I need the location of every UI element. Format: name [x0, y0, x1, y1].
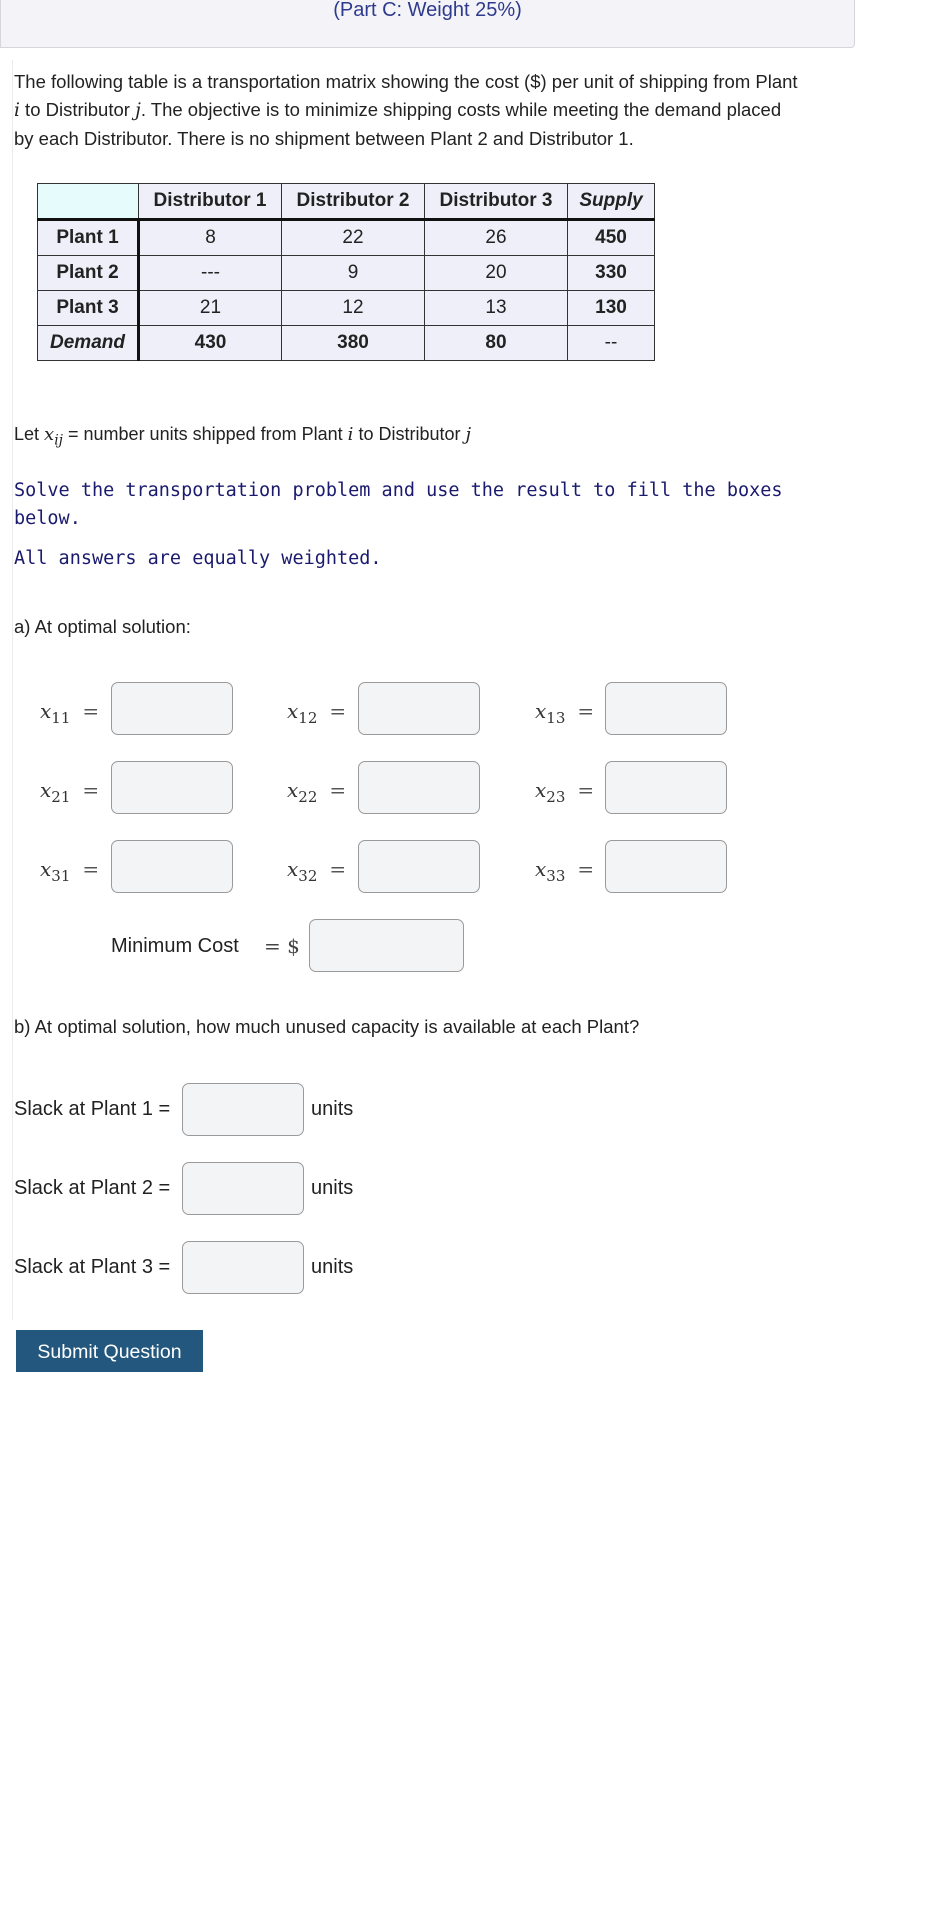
- slack-plant-2-input[interactable]: [182, 1162, 304, 1215]
- let-middle: = number units shipped from Plant: [63, 424, 348, 444]
- variable-definition: [14, 420, 471, 455]
- slack-plant-2-label: Slack at Plant 2 =: [14, 1177, 171, 1199]
- let-mid2: to Distributor: [353, 424, 466, 444]
- var-base: x: [287, 699, 299, 723]
- x31-label: [40, 855, 99, 890]
- header-distributor-1: Distributor 1: [139, 184, 282, 220]
- x33-input[interactable]: [605, 840, 727, 893]
- intro-line-2b: . The objective is to minimize shipping costs while meeting the demand placed: [140, 99, 782, 120]
- solve-instruction: Solve the transportation problem and use the result to fill the boxes below.: [14, 480, 783, 529]
- var-sub: 32: [298, 867, 318, 885]
- var-j: j: [135, 100, 141, 121]
- submit-question-button[interactable]: Submit Question: [16, 1330, 203, 1372]
- problem-description: [14, 68, 844, 153]
- var-base: x: [287, 857, 299, 881]
- eq-sign: =: [82, 778, 100, 802]
- intro-line-3: by each Distributor. There is no shipment between Plant 2 and Distributor 1.: [14, 128, 634, 149]
- var-sub: 22: [298, 788, 318, 806]
- x21-label: [40, 776, 99, 811]
- var-base: x: [40, 699, 52, 723]
- minimum-cost-input[interactable]: [309, 919, 464, 972]
- x33-label: [535, 855, 594, 890]
- eq-sign: =: [82, 699, 100, 723]
- row-label: Plant 3: [38, 291, 139, 326]
- demand-cell: 380: [282, 326, 425, 361]
- x32-input[interactable]: [358, 840, 480, 893]
- cost-cell: 26: [425, 220, 568, 256]
- x11-input[interactable]: [111, 682, 233, 735]
- var-base: x: [40, 857, 52, 881]
- var-i: i: [347, 424, 354, 445]
- x31-input[interactable]: [111, 840, 233, 893]
- slack-plant-1-units: units: [311, 1098, 354, 1120]
- cost-cell: 12: [282, 291, 425, 326]
- matrix-corner: [38, 184, 139, 220]
- eq-sign: =: [329, 857, 347, 881]
- header-distributor-3: Distributor 3: [425, 184, 568, 220]
- demand-cell: 430: [139, 326, 282, 361]
- matrix-row-demand: [38, 326, 655, 361]
- demand-cell: 80: [425, 326, 568, 361]
- transportation-matrix: [37, 183, 655, 361]
- x13-input[interactable]: [605, 682, 727, 735]
- x23-label: [535, 776, 594, 811]
- matrix-row-plant-3: [38, 291, 655, 326]
- slack-plant-1-label: Slack at Plant 1 =: [14, 1098, 171, 1120]
- slack-plant-3-units: units: [311, 1256, 354, 1278]
- minimum-cost-eq: = $: [264, 934, 300, 958]
- var-base: x: [40, 778, 52, 802]
- eq-sign: =: [577, 699, 595, 723]
- var-base: x: [287, 778, 299, 802]
- left-border-line: [12, 60, 13, 1320]
- var-sub: 21: [51, 788, 71, 806]
- var-sub: 23: [546, 788, 566, 806]
- matrix-header-row: [38, 184, 655, 220]
- x11-label: [40, 697, 99, 732]
- eq-sign: =: [577, 778, 595, 802]
- cost-cell: 22: [282, 220, 425, 256]
- eq-sign: =: [577, 857, 595, 881]
- eq-sign: =: [329, 699, 347, 723]
- slack-plant-3-label: Slack at Plant 3 =: [14, 1256, 171, 1278]
- eq-sign: =: [82, 857, 100, 881]
- x12-input[interactable]: [358, 682, 480, 735]
- var-sub-ij: ij: [54, 432, 64, 449]
- x12-label: [287, 697, 346, 732]
- weight-instruction: All answers are equally weighted.: [14, 548, 382, 569]
- slack-plant-1-input[interactable]: [182, 1083, 304, 1136]
- cost-cell: 8: [139, 220, 282, 256]
- var-base: x: [535, 778, 547, 802]
- minimum-cost-label: Minimum Cost: [111, 935, 239, 957]
- x32-label: [287, 855, 346, 890]
- header-distributor-2: Distributor 2: [282, 184, 425, 220]
- x21-input[interactable]: [111, 761, 233, 814]
- cost-cell: 20: [425, 256, 568, 291]
- demand-supply-cell: --: [568, 326, 655, 361]
- cost-cell: ---: [139, 256, 282, 291]
- var-sub: 31: [51, 867, 71, 885]
- header-supply: Supply: [568, 184, 655, 220]
- eq-sign: =: [329, 778, 347, 802]
- row-label-demand: Demand: [38, 326, 139, 361]
- x22-input[interactable]: [358, 761, 480, 814]
- var-j: j: [465, 424, 472, 445]
- var-x: x: [44, 424, 55, 445]
- part-title: (Part C: Weight 25%): [333, 0, 522, 21]
- supply-cell: 450: [568, 220, 655, 256]
- supply-cell: 330: [568, 256, 655, 291]
- var-base: x: [535, 699, 547, 723]
- row-label: Plant 2: [38, 256, 139, 291]
- cost-cell: 9: [282, 256, 425, 291]
- intro-line-2a: to Distributor: [19, 99, 136, 120]
- intro-line-1: The following table is a transportation matrix showing the cost ($) per unit of shipping from Plant: [14, 71, 798, 92]
- part-a-label: a) At optimal solution:: [14, 616, 191, 637]
- var-sub: 33: [546, 867, 566, 885]
- cost-cell: 21: [139, 291, 282, 326]
- var-sub: 12: [298, 709, 318, 727]
- slack-plant-2-units: units: [311, 1177, 354, 1199]
- slack-plant-3-input[interactable]: [182, 1241, 304, 1294]
- var-i: i: [14, 100, 20, 121]
- cost-cell: 13: [425, 291, 568, 326]
- x13-label: [535, 697, 594, 732]
- var-sub: 13: [546, 709, 566, 727]
- var-base: x: [535, 857, 547, 881]
- supply-cell: 130: [568, 291, 655, 326]
- matrix-row-plant-2: [38, 256, 655, 291]
- x22-label: [287, 776, 346, 811]
- x23-input[interactable]: [605, 761, 727, 814]
- let-prefix: Let: [14, 424, 45, 444]
- part-b-label: b) At optimal solution, how much unused capacity is available at each Plant?: [14, 1016, 640, 1037]
- row-label: Plant 1: [38, 220, 139, 256]
- var-sub: 11: [51, 709, 71, 727]
- matrix-row-plant-1: [38, 220, 655, 256]
